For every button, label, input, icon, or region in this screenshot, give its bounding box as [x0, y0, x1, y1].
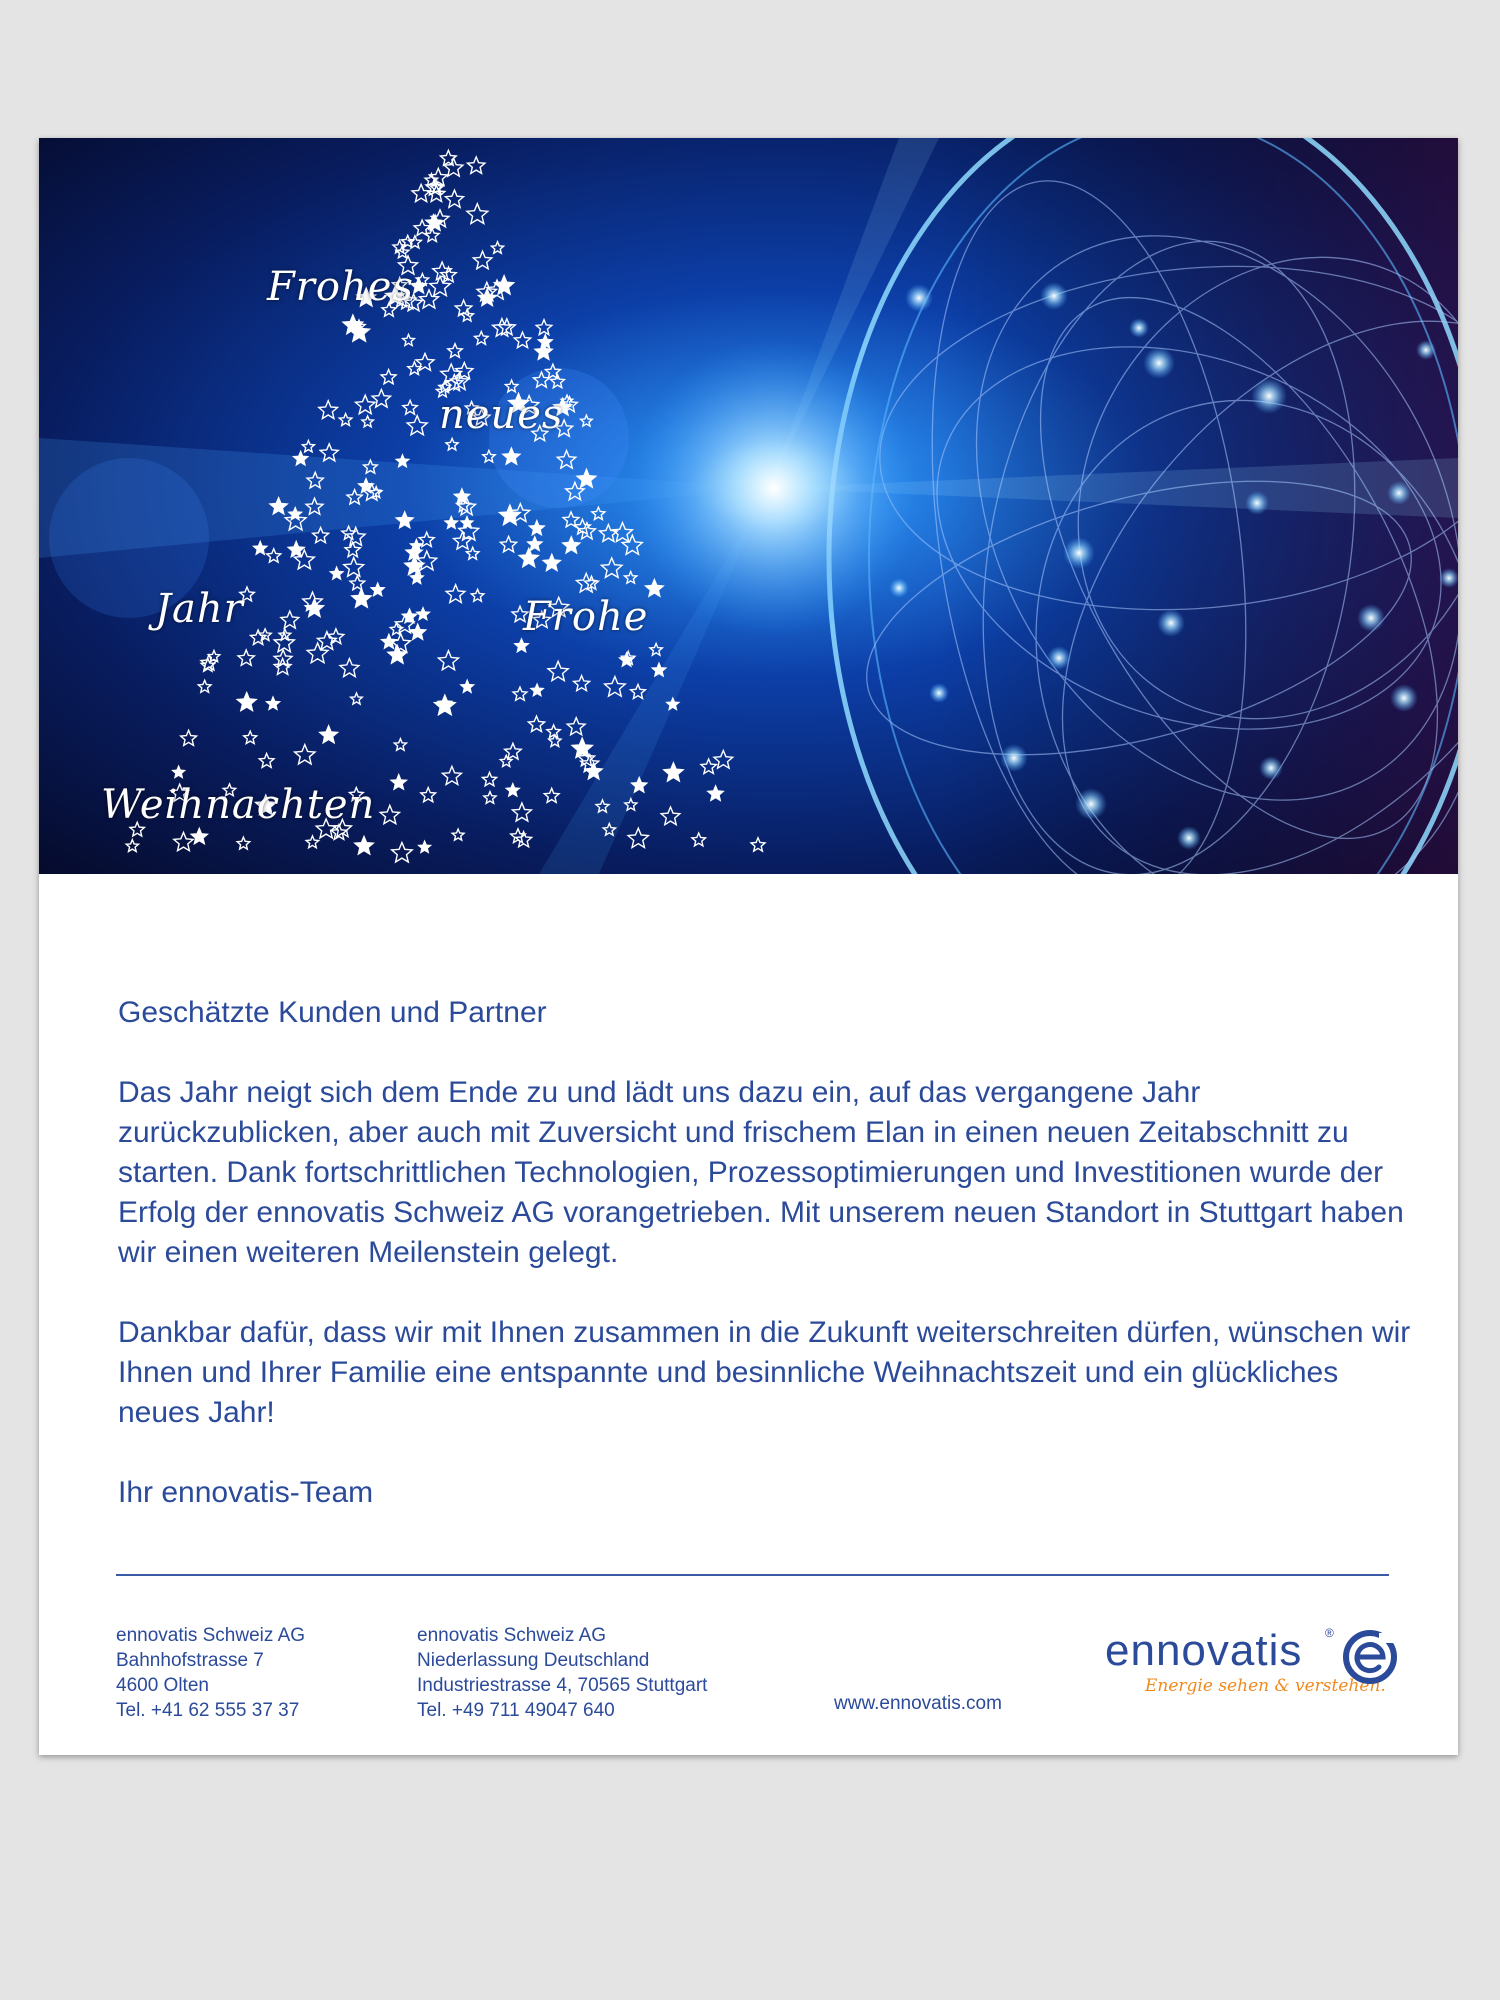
- letter-body: [118, 993, 1418, 1513]
- footer-address-ch: [116, 1623, 305, 1723]
- greeting-word-frohes: Frohes: [267, 264, 414, 310]
- greeting-card: [39, 138, 1458, 1755]
- letter-paragraph-2: Dankbar dafür, dass wir mit Ihnen zusammen in die Zukunft weiterschreiten dürfen, wünschen wir Ihnen und Ihrer Familie eine entspannte und besinnliche Weihnachtszeit und ein glückliches neues Jahr!: [118, 1316, 1411, 1429]
- footer-address-de: [417, 1623, 707, 1723]
- address-de-phone: Tel. +49 711 49047 640: [417, 1700, 615, 1721]
- website-link[interactable]: www.ennovatis.com: [834, 1693, 1002, 1714]
- ennovatis-e-icon: [1343, 1630, 1397, 1684]
- footer-divider: [116, 1574, 1389, 1576]
- logo-wordmark: ennovatis: [1105, 1626, 1303, 1675]
- letter-paragraph-1: Das Jahr neigt sich dem Ende zu und lädt uns dazu ein, auf das vergangene Jahr zurückzublicken, aber auch mit Zuversicht und frischem Elan in einen neuen Zeitabschnitt zu starten. Dank fortschrittlichen Technologien, Prozessoptimierungen und Investitionen wurde der Erfolg der ennovatis Schweiz AG vorangetrieben. Mit unserem neuen Standort in Stuttgart haben wir einen weiteren Meilenstein gelegt.: [118, 1076, 1404, 1269]
- address-de-company: ennovatis Schweiz AG: [417, 1625, 607, 1646]
- letter-signoff: Ihr ennovatis-Team: [118, 1476, 374, 1509]
- christmas-banner: [39, 138, 1458, 874]
- address-de-street: Industriestrasse 4, 70565 Stuttgart: [417, 1675, 708, 1696]
- greeting-word-frohe: Frohe: [523, 594, 649, 640]
- banner-artwork: [39, 138, 1458, 874]
- address-ch-street: Bahnhofstrasse 7: [116, 1650, 264, 1671]
- address-ch-company: ennovatis Schweiz AG: [116, 1625, 306, 1646]
- letter-salutation: Geschätzte Kunden und Partner: [118, 996, 547, 1029]
- ennovatis-logo: [1105, 1626, 1395, 1706]
- greeting-word-jahr: Jahr: [155, 586, 244, 632]
- logo-tagline: Energie sehen & verstehen.: [1145, 1676, 1386, 1696]
- address-ch-city: 4600 Olten: [116, 1675, 209, 1696]
- logo-registered-mark: ®: [1325, 1626, 1334, 1640]
- address-ch-phone: Tel. +41 62 555 37 37: [116, 1700, 300, 1721]
- address-de-branch: Niederlassung Deutschland: [417, 1650, 650, 1671]
- greeting-word-weihnachten: Weihnachten: [101, 782, 376, 828]
- greeting-word-neues: neues: [439, 392, 564, 438]
